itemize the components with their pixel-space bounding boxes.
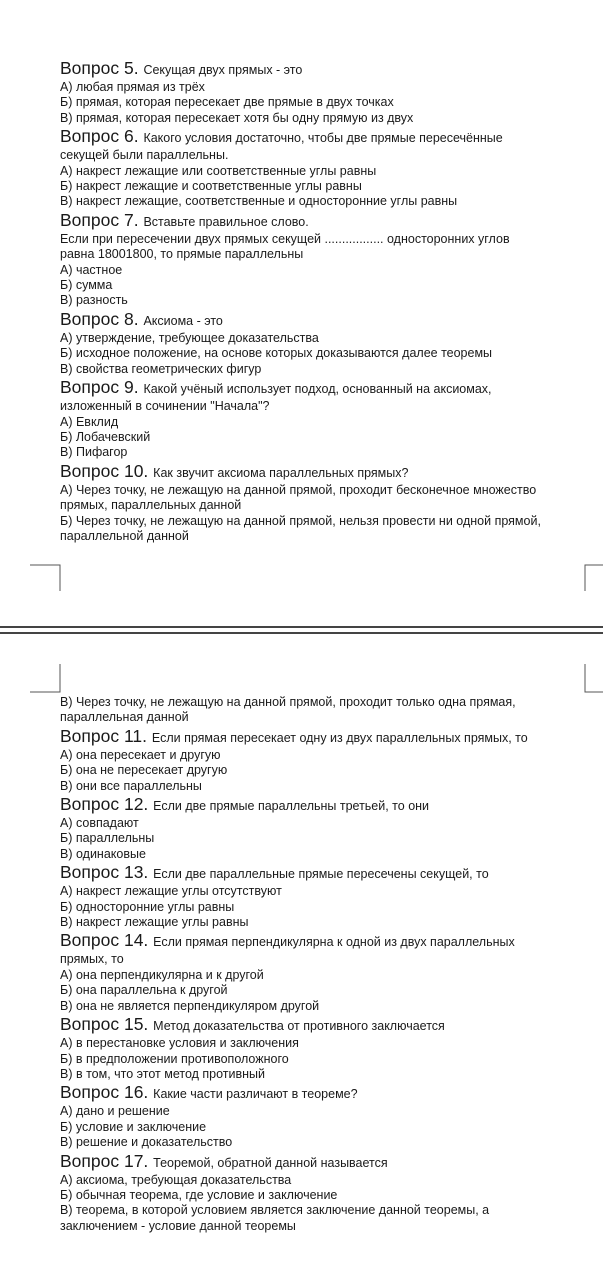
question-text: Какие части различают в теореме? <box>153 1087 358 1102</box>
answer-line: параллельная данной <box>60 710 189 725</box>
answer-line: прямых, то <box>60 952 124 967</box>
question-text: Как звучит аксиома параллельных прямых? <box>153 465 409 480</box>
question-text: Вставьте правильное слово. <box>143 214 309 229</box>
answer-line: прямых, параллельных данной <box>60 498 242 513</box>
answer-line: В) свойства геометрических фигур <box>60 361 262 376</box>
answer-line: В) Через точку, не лежащую на данной прямой, проходит только одна прямая, <box>60 695 516 709</box>
question-heading <box>60 862 589 884</box>
answer-line: Б) в предположении противоположного <box>60 1051 289 1066</box>
question-text: Если прямая пересекает одну из двух параллельных прямых, то <box>151 730 528 745</box>
document-page-1 <box>0 0 603 610</box>
answer-line: А) накрест лежащие или соответственные углы равны <box>60 163 377 178</box>
answer-line: В) разность <box>60 293 128 308</box>
question-heading <box>60 210 589 232</box>
crop-mark-right <box>584 564 603 592</box>
crop-mark-right-2 <box>584 663 603 693</box>
question-number: Вопрос 11. <box>60 725 147 746</box>
answer-line: А) аксиома, требующая доказательства <box>60 1172 292 1187</box>
answer-line: А) она пересекает и другую <box>60 747 221 762</box>
answer-line: А) утверждение, требующее доказательства <box>60 330 319 345</box>
answer-line: равна 18001800, то прямые параллельны <box>60 247 304 262</box>
question-heading <box>60 1151 589 1173</box>
answer-line: Если при пересечении двух прямых секущей ................. односторонних углов <box>60 231 510 246</box>
question-heading <box>60 377 589 399</box>
page-separator-bottom <box>0 632 603 634</box>
answer-line: заключением - условие данной теоремы <box>60 1218 296 1233</box>
question-heading <box>60 461 589 483</box>
answer-line: В) они все параллельны <box>60 778 202 793</box>
document-page-2 <box>0 640 603 1280</box>
answer-line: В) накрест лежащие углы равны <box>60 915 249 930</box>
answer-line: Б) прямая, которая пересекает две прямые в двух точках <box>60 95 394 110</box>
answer-line: Б) параллельны <box>60 831 155 846</box>
question-number: Вопрос 17. <box>60 1150 149 1171</box>
answer-line: Б) сумма <box>60 278 113 293</box>
answer-line: параллельной данной <box>60 528 189 543</box>
answer-line: В) прямая, которая пересекает хотя бы одну прямую из двух <box>60 110 414 125</box>
question-number: Вопрос 9. <box>60 377 139 398</box>
crop-mark-left-2 <box>30 663 62 693</box>
answer-line: секущей были параллельны. <box>60 148 229 163</box>
answer-line: А) частное <box>60 262 123 277</box>
question-number: Вопрос 7. <box>60 209 139 230</box>
answer-line: А) совпадают <box>60 816 139 831</box>
question-heading <box>60 309 589 331</box>
question-number: Вопрос 15. <box>60 1014 149 1035</box>
answer-line: Б) односторонние углы равны <box>60 899 235 914</box>
answer-line: Б) обычная теорема, где условие и заключение <box>60 1187 338 1202</box>
question-number: Вопрос 8. <box>60 308 139 329</box>
answer-line: Б) условие и заключение <box>60 1119 207 1134</box>
question-text: Секущая двух прямых - это <box>143 63 303 77</box>
question-number: Вопрос 13. <box>60 862 149 883</box>
answer-line: В) одинаковые <box>60 846 146 861</box>
answer-line: В) Пифагор <box>60 445 128 460</box>
question-text: Какого условия достаточно, чтобы две прямые пересечённые <box>143 131 503 146</box>
answer-line: А) накрест лежащие углы отсутствуют <box>60 884 282 899</box>
question-number: Вопрос 6. <box>60 126 139 147</box>
answer-line: А) она перпендикулярна и к другой <box>60 967 264 982</box>
question-heading <box>60 930 589 952</box>
answer-line: В) накрест лежащие, соответственные и односторонние углы равны <box>60 194 458 209</box>
answer-line: Б) Через точку, не лежащую на данной прямой, нельзя провести ни одной прямой, <box>60 513 541 528</box>
question-text: Метод доказательства от противного заключается <box>153 1019 445 1034</box>
page-1-content <box>60 58 589 544</box>
answer-line: В) теорема, в которой условием является заключение данной теоремы, а <box>60 1203 490 1218</box>
question-text: Аксиома - это <box>143 313 223 328</box>
question-number: Вопрос 16. <box>60 1082 149 1103</box>
answer-line: В) решение и доказательство <box>60 1135 233 1150</box>
question-number: Вопрос 5. <box>60 58 139 78</box>
page-separator-top <box>0 626 603 628</box>
question-number: Вопрос 12. <box>60 794 149 815</box>
question-text: Если две прямые параллельны третьей, то они <box>153 799 430 814</box>
answer-line: А) Евклид <box>60 414 119 429</box>
question-number: Вопрос 14. <box>60 930 149 951</box>
answer-line: А) Через точку, не лежащую на данной прямой, проходит бесконечное множество <box>60 482 537 497</box>
answer-line: Б) исходное положение, на основе которых доказываются далее теоремы <box>60 346 493 361</box>
answer-line: В) в том, что этот метод противный <box>60 1066 266 1081</box>
answer-line: А) любая прямая из трёх <box>60 80 205 94</box>
question-heading <box>60 726 589 748</box>
answer-line: В) она не является перпендикуляром другой <box>60 998 320 1013</box>
question-text: Если две параллельные прямые пересечены секущей, то <box>153 867 489 882</box>
question-heading <box>60 1014 589 1036</box>
question-heading <box>60 126 589 148</box>
question-number: Вопрос 10. <box>60 460 149 481</box>
question-text: Теоремой, обратной данной называется <box>153 1155 388 1170</box>
question-text: Какой учёный использует подход, основанный на аксиомах, <box>143 382 492 397</box>
crop-mark-left <box>30 564 62 592</box>
page-2-content <box>60 695 589 1234</box>
answer-line: А) дано и решение <box>60 1104 170 1119</box>
answer-line: Б) она параллельна к другой <box>60 983 228 998</box>
question-heading <box>60 1082 589 1104</box>
question-text: Если прямая перпендикулярна к одной из двух параллельных <box>153 935 515 950</box>
answer-line: Б) Лобачевский <box>60 429 151 444</box>
answer-line: Б) накрест лежащие и соответственные углы равны <box>60 179 362 194</box>
question-heading <box>60 58 589 80</box>
question-heading <box>60 794 589 816</box>
answer-line: Б) она не пересекает другую <box>60 763 228 778</box>
answer-line: А) в перестановке условия и заключения <box>60 1036 299 1051</box>
answer-line: изложенный в сочинении "Начала"? <box>60 399 270 414</box>
